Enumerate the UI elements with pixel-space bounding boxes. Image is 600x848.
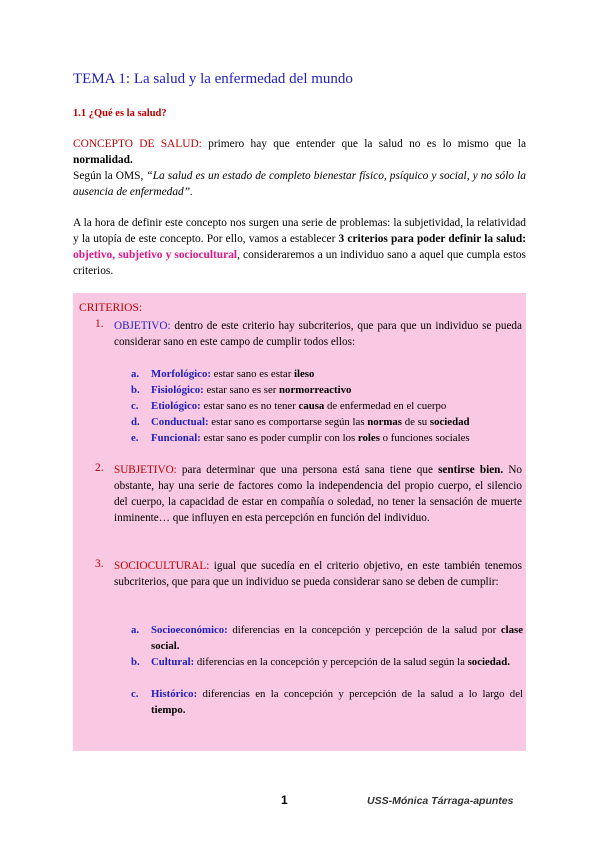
objective-sub-e: e. Funcional: estar sano es poder cumplir con los roles o funciones sociales <box>131 432 470 444</box>
objective-label: OBJETIVO: <box>114 320 171 332</box>
page-title: TEMA 1: La salud y la enfermedad del mundo <box>73 71 353 87</box>
sociocultural-sub-c: c. Histórico: diferencias en la concepción y percepción de la salud a lo largo del tiempo. <box>131 688 523 716</box>
criteria-heading: CRITERIOS: <box>79 301 143 314</box>
intro-bold: 3 criterios para poder definir la salud: <box>338 233 526 245</box>
objective-number: 1. <box>95 318 104 330</box>
objective-sub-c: c. Etiológico: estar sano es no tener causa de enfermedad en el cuerpo <box>131 400 447 412</box>
footer-author: USS-Mónica Tárraga-apuntes <box>367 795 514 807</box>
objective-sub-a: a. Morfológico: estar sano es estar ileso <box>131 368 315 380</box>
sociocultural-sub-a: a. Socioeconómico: diferencias en la concepción y percepción de la salud por clase social. <box>131 624 523 652</box>
subjective-number: 2. <box>95 462 104 474</box>
concept-paragraph <box>73 136 526 200</box>
intro-criteria: objetivo, subjetivo y sociocultural <box>73 249 238 261</box>
objective-item <box>114 318 522 350</box>
concept-bold: normalidad. <box>73 154 133 166</box>
sociocultural-text: igual que sucedía en el criterio objetivo, en este también tenemos subcriterios, que para que un individuo se pueda considerar sano se deben de cumplir: <box>114 560 522 588</box>
oms-quote: “La salud es un estado de completo bienestar físico, psíquico y social, y no sólo la ausencia de enfermedad”. <box>73 170 527 198</box>
objective-sub-b: b. Fisiológico: estar sano es ser normorreactivo <box>131 384 352 396</box>
sociocultural-number: 3. <box>95 558 104 570</box>
concept-label: CONCEPTO DE SALUD: <box>73 138 202 150</box>
sociocultural-label: SOCIOCULTURAL: <box>114 560 210 572</box>
objective-text: dentro de este criterio hay subcriterios, que para que un individuo se pueda considerar sano en este campo de cumplir todos ellos: <box>114 320 522 348</box>
intro-paragraph <box>73 215 526 279</box>
objective-sub-d: d. Conductual: estar sano es comportarse según las normas de su sociedad <box>131 416 470 428</box>
subjective-text-1: para determinar que una persona está sana tiene que <box>176 464 439 476</box>
concept-text: primero hay que entender que la salud no es lo mismo que la <box>201 138 527 150</box>
oms-prefix: Según la OMS, <box>73 170 147 182</box>
intro-text-2: , consideraremos a un individuo sano a aquel que cumpla estos criterios. <box>73 249 526 277</box>
subjective-label: SUBJETIVO: <box>114 464 177 476</box>
subjective-bold: sentirse bien. <box>438 464 504 476</box>
subjective-item <box>114 462 522 526</box>
section-subtitle: 1.1 ¿Qué es la salud? <box>73 108 167 119</box>
subjective-text-2: No obstante, hay una serie de factores como la independencia del propio cuerpo, el silencio del cuerpo, la capacidad de estar en compañía o soledad, no tener la sensación de muerte inminente… que influyen en esta percepción en función del individuo. <box>114 464 522 524</box>
page-number: 1 <box>281 793 288 807</box>
sociocultural-item <box>114 558 522 590</box>
intro-text-1: A la hora de definir este concepto nos surgen una serie de problemas: la subjetividad, la relatividad y la utopía de este concepto. Por ello, vamos a establecer <box>73 217 526 245</box>
sociocultural-sub-b: b. Cultural: diferencias en la concepción y percepción de la salud según la sociedad. <box>131 656 510 668</box>
